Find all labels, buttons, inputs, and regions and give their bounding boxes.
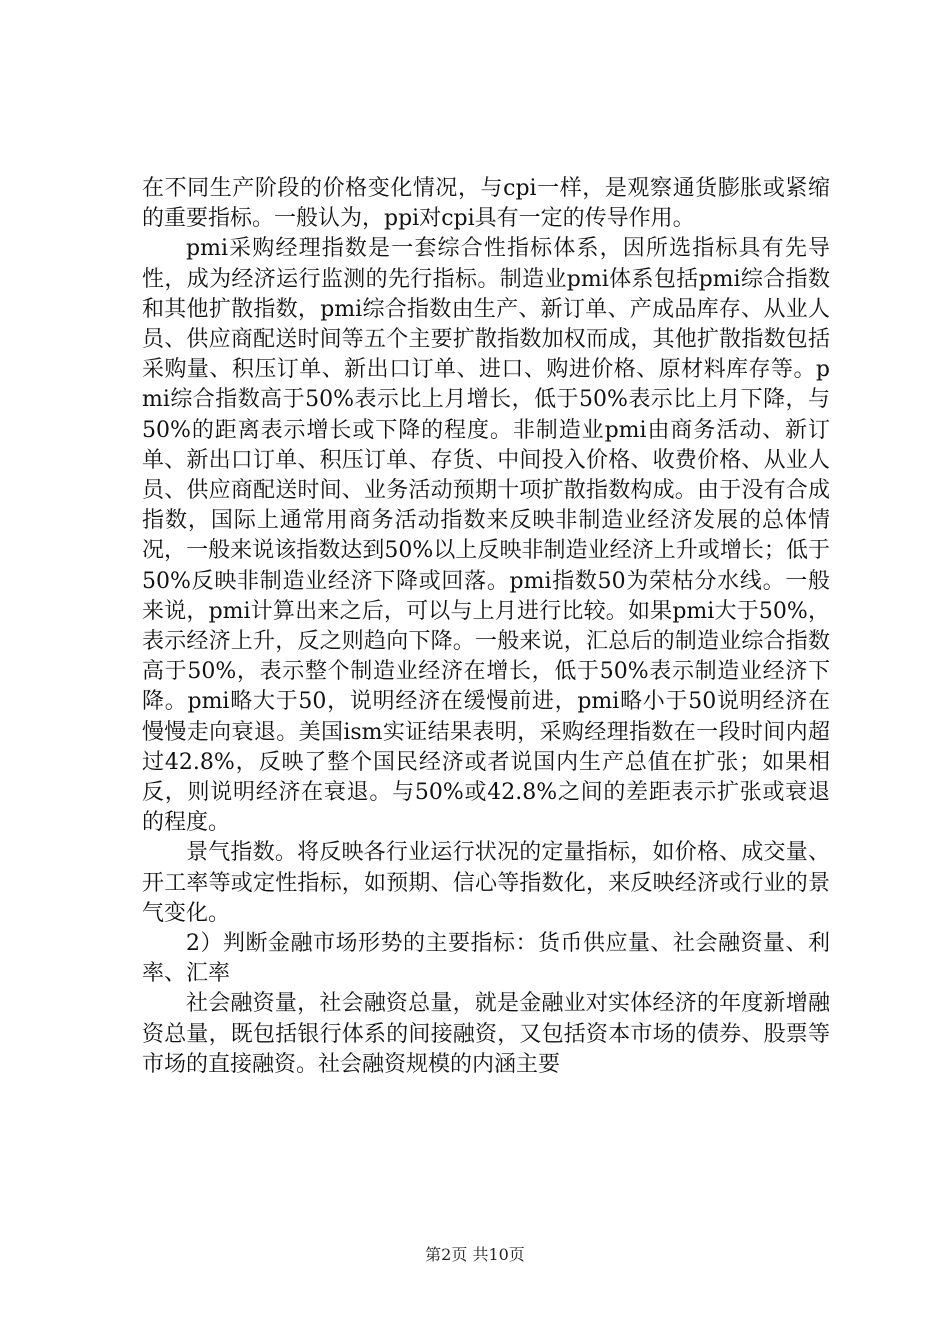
section-heading-financial-indicators: 2）判断金融市场形势的主要指标：货币供应量、社会融资量、利率、汇率: [142, 931, 830, 987]
paragraph-ppi-continued: 在不同生产阶段的价格变化情况，与cpi一样，是观察通货膨胀或紧缩的重要指标。一般认为，ppi对cpi具有一定的传导作用。: [142, 176, 830, 232]
paragraph-social-financing: 社会融资量，社会融资总量，就是金融业对实体经济的年度新增融资总量，既包括银行体系的间接融资，又包括资本市场的债券、股票等市场的直接融资。社会融资规模的内涵主要: [142, 991, 830, 1077]
paragraph-pmi: pmi采购经理指数是一套综合性指标体系，因所选指标具有先导性，成为经济运行监测的先行指标。制造业pmi体系包括pmi综合指数和其他扩散指数，pmi综合指数由生产、新订单、产成品库存、从业人员、供应商配送时间等五个主要扩散指数加权而成，其他扩散指数包括采购量、积压订单、新出口订单、进口、购进价格、原材料库存等。pmi综合指数高于50%表示比上月增长，低于50%表示比上月下降，与50%的距离表示增长或下降的程度。非制造业pmi由商务活动、新订单、新出口订单、积压订单、存货、中间投入价格、收费价格、从业人员、供应商配送时间、业务活动预期十项扩散指数构成。由于没有合成指数，国际上通常用商务活动指数来反映非制造业经济发展的总体情况，一般来说该指数达到50%以上反映非制造业经济上升或增长；低于50%反映非制造业经济下降或回落。pmi指数50为荣枯分水线。一般来说，pmi计算出来之后，可以与上月进行比较。如果pmi大于50%，表示经济上升，反之则趋向下降。一般来说，汇总后的制造业综合指数高于50%，表示整个制造业经济在增长，低于50%表示制造业经济下降。pmi略大于50，说明经济在缓慢前进，pmi略小于50说明经济在慢慢走向衰退。美国ism实证结果表明，采购经理指数在一段时间内超过42.8%，反映了整个国民经济或者说国内生产总值在扩张；如果相反，则说明经济在衰退。与50%或42.8%之间的差距表示扩张或衰退的程度。: [142, 236, 830, 836]
paragraph-sentiment-index: 景气指数。将反映各行业运行状况的定量指标，如价格、成交量、开工率等或定性指标，如预期、信心等指数化，来反映经济或行业的景气变化。: [142, 840, 830, 926]
page-number-footer: 第2页 共10页: [425, 1245, 525, 1264]
document-body: [142, 174, 830, 1080]
